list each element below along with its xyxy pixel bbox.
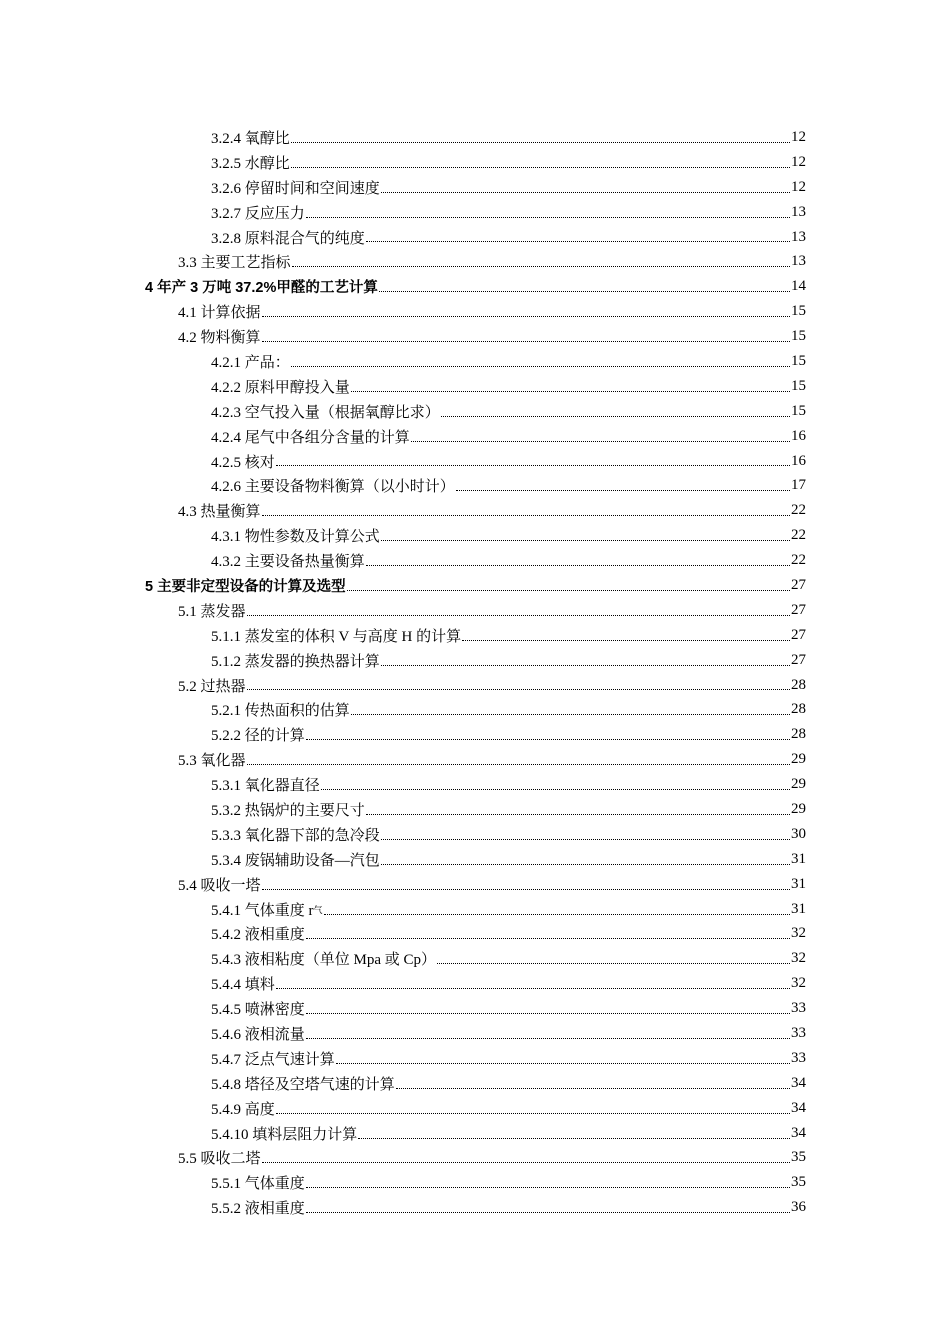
toc-entry-page-number: 29	[791, 776, 806, 793]
toc-entry-label: 5.3.3 氧化器下部的急冷段	[211, 827, 380, 844]
toc-entry-page-number: 34	[791, 1099, 806, 1116]
toc-entry-label: 4.1 计算依据	[178, 305, 261, 322]
toc-entry[interactable]	[0, 897, 950, 922]
dot-leader	[381, 838, 790, 840]
toc-entry-page-number: 17	[791, 477, 806, 494]
toc-entry-label: 5.4.7 泛点气速计算	[211, 1051, 335, 1068]
toc-entry-label: 4.2 物料衡算	[178, 330, 261, 347]
toc-entry-label: 5.4.5 喷淋密度	[211, 1002, 305, 1019]
toc-entry[interactable]	[0, 772, 950, 797]
toc-entry[interactable]	[0, 996, 950, 1021]
toc-entry-page-number: 36	[791, 1199, 806, 1216]
dot-leader	[247, 688, 790, 690]
toc-entry[interactable]	[0, 274, 950, 299]
dot-leader	[262, 888, 790, 890]
toc-entry-page-number: 14	[791, 278, 806, 295]
toc-entry-page-number: 31	[791, 850, 806, 867]
dot-leader	[276, 1112, 790, 1114]
toc-entry-page-number: 34	[791, 1074, 806, 1091]
toc-entry-label: 3.2.6 停留时间和空间速度	[211, 180, 380, 197]
toc-entry[interactable]	[0, 449, 950, 474]
toc-entry-page-number: 16	[791, 452, 806, 469]
toc-entry[interactable]	[0, 473, 950, 498]
toc-entry-page-number: 32	[791, 925, 806, 942]
toc-entry-page-number: 34	[791, 1124, 806, 1141]
toc-entry[interactable]	[0, 548, 950, 573]
toc-entry[interactable]	[0, 249, 950, 274]
toc-entry-page-number: 35	[791, 1149, 806, 1166]
toc-entry-label: 4.2.2 原料甲醇投入量	[211, 379, 350, 396]
toc-entry[interactable]	[0, 822, 950, 847]
toc-entry-label: 3.2.4 氧醇比	[211, 130, 290, 147]
dot-leader	[247, 763, 790, 765]
toc-entry-label: 5.1.1 蒸发室的体积 V 与高度 H 的计算	[211, 628, 462, 645]
dot-leader	[291, 365, 790, 367]
dot-leader	[291, 166, 790, 168]
toc-entry-label: 5.3 氧化器	[178, 753, 246, 770]
toc-entry[interactable]	[0, 324, 950, 349]
toc-entry-page-number: 27	[791, 626, 806, 643]
toc-entry[interactable]	[0, 673, 950, 698]
dot-leader	[306, 1037, 790, 1039]
toc-entry[interactable]	[0, 648, 950, 673]
toc-entry-label: 5.4.4 填料	[211, 977, 275, 994]
dot-leader	[276, 987, 790, 989]
dot-leader	[336, 1062, 790, 1064]
toc-entry-label: 4.3.2 主要设备热量衡算	[211, 554, 365, 571]
toc-entry-label: 5.2 过热器	[178, 678, 246, 695]
toc-entry-page-number: 31	[791, 875, 806, 892]
dot-leader	[324, 913, 790, 915]
toc-entry-label: 5.2.2 径的计算	[211, 728, 305, 745]
dot-leader	[321, 788, 790, 790]
dot-leader	[381, 539, 790, 541]
toc-entry-label: 4.3.1 物性参数及计算公式	[211, 529, 380, 546]
toc-entry-label: 5.1 蒸发器	[178, 603, 246, 620]
toc-entry-page-number: 15	[791, 328, 806, 345]
toc-entry[interactable]	[0, 424, 950, 449]
dot-leader	[306, 1186, 790, 1188]
toc-entry[interactable]	[0, 946, 950, 971]
toc-entry[interactable]	[0, 225, 950, 250]
toc-entry[interactable]	[0, 125, 950, 150]
toc-entry-page-number: 15	[791, 303, 806, 320]
toc-entry-page-number: 30	[791, 825, 806, 842]
toc-entry-page-number: 15	[791, 352, 806, 369]
dot-leader	[247, 614, 790, 616]
dot-leader	[358, 1137, 790, 1139]
toc-entry[interactable]	[0, 1071, 950, 1096]
toc-entry-page-number: 31	[791, 900, 806, 917]
toc-entry-label: 5.5.1 气体重度	[211, 1176, 305, 1193]
dot-leader	[381, 664, 790, 666]
dot-leader	[292, 265, 790, 267]
toc-entry-page-number: 16	[791, 427, 806, 444]
toc-entry[interactable]	[0, 747, 950, 772]
toc-entry[interactable]	[0, 1146, 950, 1171]
toc-entry-label: 5.4.10 填料层阻力计算	[211, 1126, 358, 1143]
toc-entry-page-number: 27	[791, 601, 806, 618]
toc-entry-label: 5.4.6 液相流量	[211, 1027, 305, 1043]
dot-leader	[396, 1087, 790, 1089]
toc-entry[interactable]	[0, 1021, 950, 1046]
toc-entry-page-number: 12	[791, 128, 806, 145]
toc-entry-label: 5.4.8 塔径及空塔气速的计算	[211, 1076, 395, 1093]
toc-entry[interactable]	[0, 598, 950, 623]
toc-entry[interactable]	[0, 498, 950, 523]
toc-entry[interactable]	[0, 623, 950, 648]
toc-entry-label-subscript: 气	[313, 904, 323, 915]
dot-leader	[306, 937, 790, 939]
toc-entry-label: 4.2.3 空气投入量（根据氧醇比求）	[211, 404, 440, 421]
toc-entry[interactable]	[0, 523, 950, 548]
toc-entry-label: 4.3 热量衡算	[178, 504, 261, 521]
toc-entry-page-number: 33	[791, 1000, 806, 1017]
dot-leader	[366, 813, 790, 815]
dot-leader	[366, 564, 790, 566]
toc-entry[interactable]	[0, 200, 950, 225]
toc-entry-label: 3.2.8 原料混合气的纯度	[211, 230, 365, 247]
toc-entry[interactable]	[0, 299, 950, 324]
dot-leader	[379, 290, 790, 292]
dot-leader	[262, 1161, 790, 1163]
toc-entry-page-number: 12	[791, 153, 806, 170]
dot-leader	[462, 639, 790, 641]
toc-entry[interactable]	[0, 573, 950, 598]
toc-entry[interactable]	[0, 1046, 950, 1071]
toc-entry-page-number: 13	[791, 253, 806, 270]
toc-entry-page-number: 28	[791, 726, 806, 743]
toc-entry-page-number: 32	[791, 950, 806, 967]
toc-entry-label: 5.4.2 液相重度	[211, 927, 305, 944]
toc-entry[interactable]	[0, 374, 950, 399]
toc-entry-label: 5.5 吸收二塔	[178, 1151, 261, 1168]
toc-entry-page-number: 35	[791, 1174, 806, 1191]
toc-entry-page-number: 22	[791, 502, 806, 519]
toc-entry-page-number: 28	[791, 676, 806, 693]
dot-leader	[291, 141, 790, 143]
toc-entry-label: 5.4 吸收一塔	[178, 877, 261, 894]
toc-entry-page-number: 33	[791, 1025, 806, 1041]
toc-entry[interactable]	[0, 1170, 950, 1195]
dot-leader	[276, 464, 790, 466]
dot-leader	[456, 489, 790, 491]
dot-leader	[306, 738, 790, 740]
toc-entry-page-number: 22	[791, 552, 806, 569]
toc-entry-page-number: 33	[791, 1049, 806, 1066]
toc-entry-label: 5.4.1 气体重度 r	[211, 902, 314, 919]
dot-leader	[381, 863, 790, 865]
toc-entry[interactable]	[0, 922, 950, 947]
toc-entry-label: 4.2.4 尾气中各组分含量的计算	[211, 429, 410, 446]
toc-entry-label: 4 年产 3 万吨 37.2%甲醛的工艺计算	[145, 280, 378, 297]
dot-leader	[437, 962, 790, 964]
dot-leader	[306, 1012, 790, 1014]
toc-entry-page-number: 29	[791, 800, 806, 817]
toc-entry-label: 4.2.1 产品：	[211, 354, 290, 371]
toc-entry-page-number: 28	[791, 701, 806, 718]
toc-entry-label: 5.3.4 废锅辅助设备—汽包	[211, 852, 380, 869]
toc-entry-page-number: 27	[791, 651, 806, 668]
toc-entry-label: 3.2.7 反应压力	[211, 205, 305, 222]
toc-entry-label: 4.2.6 主要设备物料衡算（以小时计）	[211, 479, 455, 496]
toc-entry[interactable]	[0, 971, 950, 996]
dot-leader	[381, 191, 790, 193]
dot-leader	[411, 440, 790, 442]
toc-entry-page-number: 29	[791, 751, 806, 768]
toc-entry-label: 5.1.2 蒸发器的换热器计算	[211, 653, 380, 670]
toc-entry-page-number: 15	[791, 402, 806, 419]
toc-entry[interactable]	[0, 1195, 950, 1220]
toc-entry-page-number: 13	[791, 203, 806, 220]
dot-leader	[262, 514, 790, 516]
toc-entry[interactable]	[0, 175, 950, 200]
toc-entry-page-number: 27	[791, 576, 806, 593]
toc-entry[interactable]	[0, 872, 950, 897]
toc-entry[interactable]	[0, 797, 950, 822]
dot-leader	[262, 315, 790, 317]
toc-entry-label: 5.2.1 传热面积的估算	[211, 703, 350, 720]
toc-entry-label: 4.2.5 核对	[211, 454, 275, 471]
toc-entry-page-number: 13	[791, 228, 806, 245]
dot-leader	[306, 1211, 790, 1213]
toc-entry[interactable]	[0, 349, 950, 374]
toc-entry-page-number: 32	[791, 975, 806, 992]
toc-entry-label: 3.3 主要工艺指标	[178, 255, 291, 272]
toc-entry[interactable]	[0, 1096, 950, 1121]
toc-entry-page-number: 22	[791, 527, 806, 544]
toc-entry-label: 5.4.9 高度	[211, 1101, 275, 1118]
dot-leader	[306, 216, 790, 218]
toc-entry[interactable]	[0, 722, 950, 747]
toc-entry[interactable]	[0, 697, 950, 722]
dot-leader	[351, 713, 790, 715]
toc-entry[interactable]	[0, 1121, 950, 1146]
dot-leader	[351, 390, 790, 392]
table-of-contents	[0, 125, 950, 1220]
toc-entry-page-number: 12	[791, 178, 806, 195]
dot-leader	[262, 340, 790, 342]
toc-entry-page-number: 15	[791, 377, 806, 394]
toc-entry-label: 5 主要非定型设备的计算及选型	[145, 578, 346, 595]
dot-leader	[441, 415, 790, 417]
toc-entry-label: 5.3.1 氧化器直径	[211, 778, 320, 795]
toc-entry[interactable]	[0, 150, 950, 175]
toc-entry-label: 5.5.2 液相重度	[211, 1201, 305, 1218]
toc-entry[interactable]	[0, 399, 950, 424]
dot-leader	[366, 240, 790, 242]
toc-entry-label: 5.4.3 液相粘度（单位 Mpa 或 Cp）	[211, 952, 437, 969]
dot-leader	[347, 589, 790, 591]
toc-entry[interactable]	[0, 847, 950, 872]
toc-entry-label: 5.3.2 热锅炉的主要尺寸	[211, 802, 365, 819]
toc-entry-label: 3.2.5 水醇比	[211, 155, 290, 172]
